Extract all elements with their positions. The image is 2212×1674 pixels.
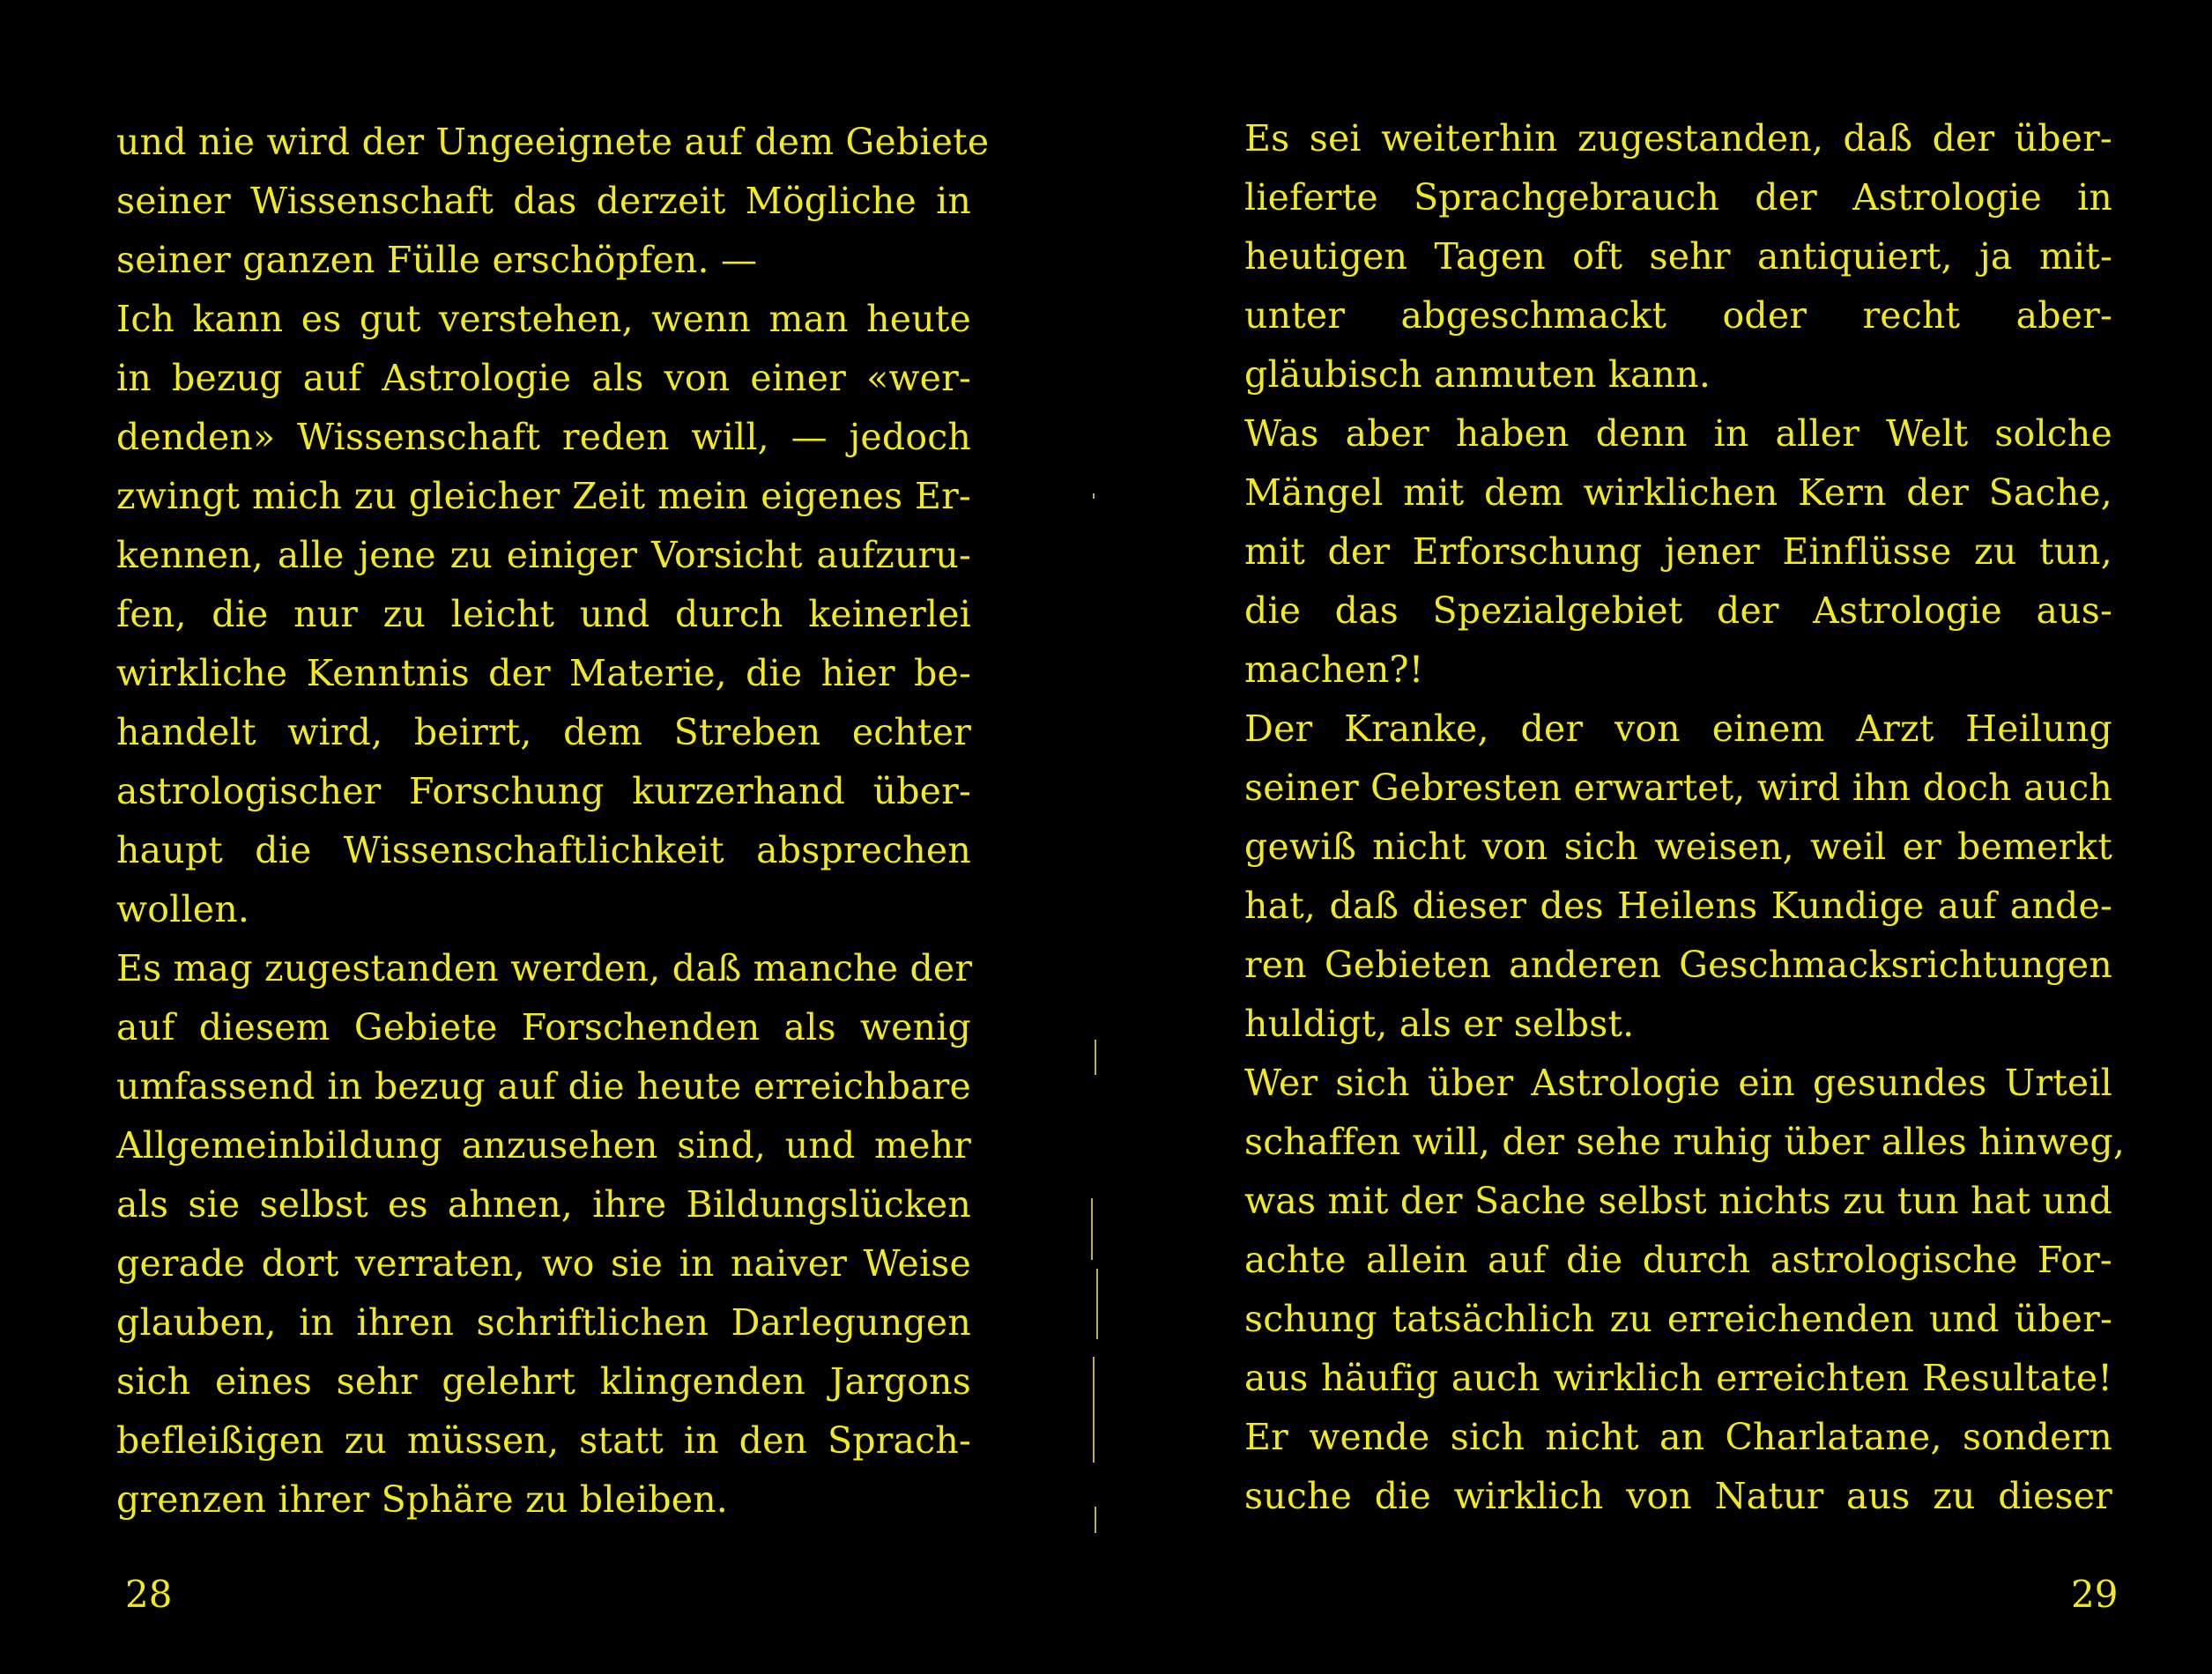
text-line: denden» Wissenschaft reden will, — jedoch (116, 416, 971, 458)
text-line: glauben, in ihren schriftlichen Darlegungen (116, 1301, 971, 1344)
page-number-right: 29 (2071, 1573, 2119, 1616)
text-line: heutigen Tagen oft sehr antiquiert, ja mit- (1244, 235, 2112, 278)
text-line: sich eines sehr gelehrt klingenden Jargons (116, 1360, 971, 1403)
text-line: Mängel mit dem wirklichen Kern der Sache, (1244, 471, 2112, 514)
text-line: zwingt mich zu gleicher Zeit mein eigenes Er- (116, 475, 971, 517)
text-line: Allgemeinbildung anzusehen sind, und mehr (116, 1124, 971, 1167)
text-line: gerade dort verraten, wo sie in naiver Weise (116, 1242, 971, 1285)
text-line: auf diesem Gebiete Forschenden als wenig (116, 1006, 971, 1048)
text-line: umfassend in bezug auf die heute erreichbare (116, 1065, 971, 1107)
page-number-left: 28 (125, 1573, 173, 1616)
text-line: seiner ganzen Fülle erschöpfen. — (116, 239, 758, 281)
text-line: schung tatsächlich zu erreichenden und über- (1244, 1298, 2112, 1340)
text-line: handelt wird, beirrt, dem Streben echter (116, 711, 971, 753)
text-line: was mit der Sache selbst nichts zu tun hat und (1244, 1180, 2112, 1222)
text-line: in bezug auf Astrologie als von einer «wer- (116, 357, 971, 399)
text-line: gläubisch anmuten kann. (1244, 353, 1711, 396)
text-line: befleißigen zu müssen, statt in den Sprach- (116, 1419, 971, 1462)
text-line: mit der Erforschung jener Einflüsse zu tun, (1244, 530, 2112, 573)
text-line: Der Kranke, der von einem Arzt Heilung (1244, 707, 2112, 750)
text-line: Er wende sich nicht an Charlatane, sondern (1244, 1416, 2112, 1458)
text-line: astrologischer Forschung kurzerhand über- (116, 770, 971, 812)
text-line: suche die wirklich von Natur aus zu dieser (1244, 1475, 2112, 1517)
right-page-text (1244, 109, 2126, 1526)
text-line: grenzen ihrer Sphäre zu bleiben. (116, 1478, 729, 1521)
text-line: machen?! (1244, 648, 1424, 691)
text-line: unter abgeschmackt oder recht aber- (1244, 294, 2112, 337)
text-line: und nie wird der Ungeeignete auf dem Gebiete (116, 121, 990, 163)
text-line: Ich kann es gut verstehen, wenn man heute (116, 298, 971, 340)
left-page-text (116, 113, 990, 1530)
text-line: Es mag zugestanden werden, daß manche der (116, 947, 973, 989)
text-line: ren Gebieten anderen Geschmacksrichtungen (1244, 944, 2112, 986)
text-line: Es sei weiterhin zugestanden, daß der über- (1244, 117, 2112, 159)
text-line: fen, die nur zu leicht und durch keinerlei (116, 593, 971, 635)
text-line: gewiß nicht von sich weisen, weil er bemerkt (1244, 826, 2112, 868)
text-line: wollen. (116, 888, 250, 930)
text-line: lieferte Sprachgebrauch der Astrologie in (1244, 176, 2112, 219)
text-line: hat, daß dieser des Heilens Kundige auf ande- (1244, 885, 2112, 927)
text-line: die das Spezialgebiet der Astrologie aus- (1244, 589, 2112, 632)
text-line: schaffen will, der sehe ruhig über alles hinweg, (1244, 1121, 2126, 1163)
book-gutter (1082, 493, 1105, 1639)
text-line: huldigt, als er selbst. (1244, 1003, 1635, 1045)
text-line: kennen, alle jene zu einiger Vorsicht aufzuru- (116, 534, 971, 576)
text-line: Was aber haben denn in aller Welt solche (1244, 412, 2112, 455)
text-line: als sie selbst es ahnen, ihre Bildungslücken (116, 1183, 971, 1226)
text-line: Wer sich über Astrologie ein gesundes Urteil (1244, 1062, 2112, 1104)
text-line: haupt die Wissenschaftlichkeit absprechen (116, 829, 971, 871)
text-line: achte allein auf die durch astrologische For- (1244, 1239, 2112, 1281)
text-line: aus häufig auch wirklich erreichten Resultate! (1244, 1357, 2112, 1399)
text-line: wirkliche Kenntnis der Materie, die hier be- (116, 652, 971, 694)
text-line: seiner Wissenschaft das derzeit Mögliche in (116, 180, 971, 222)
text-line: seiner Gebresten erwartet, wird ihn doch auch (1244, 767, 2112, 809)
